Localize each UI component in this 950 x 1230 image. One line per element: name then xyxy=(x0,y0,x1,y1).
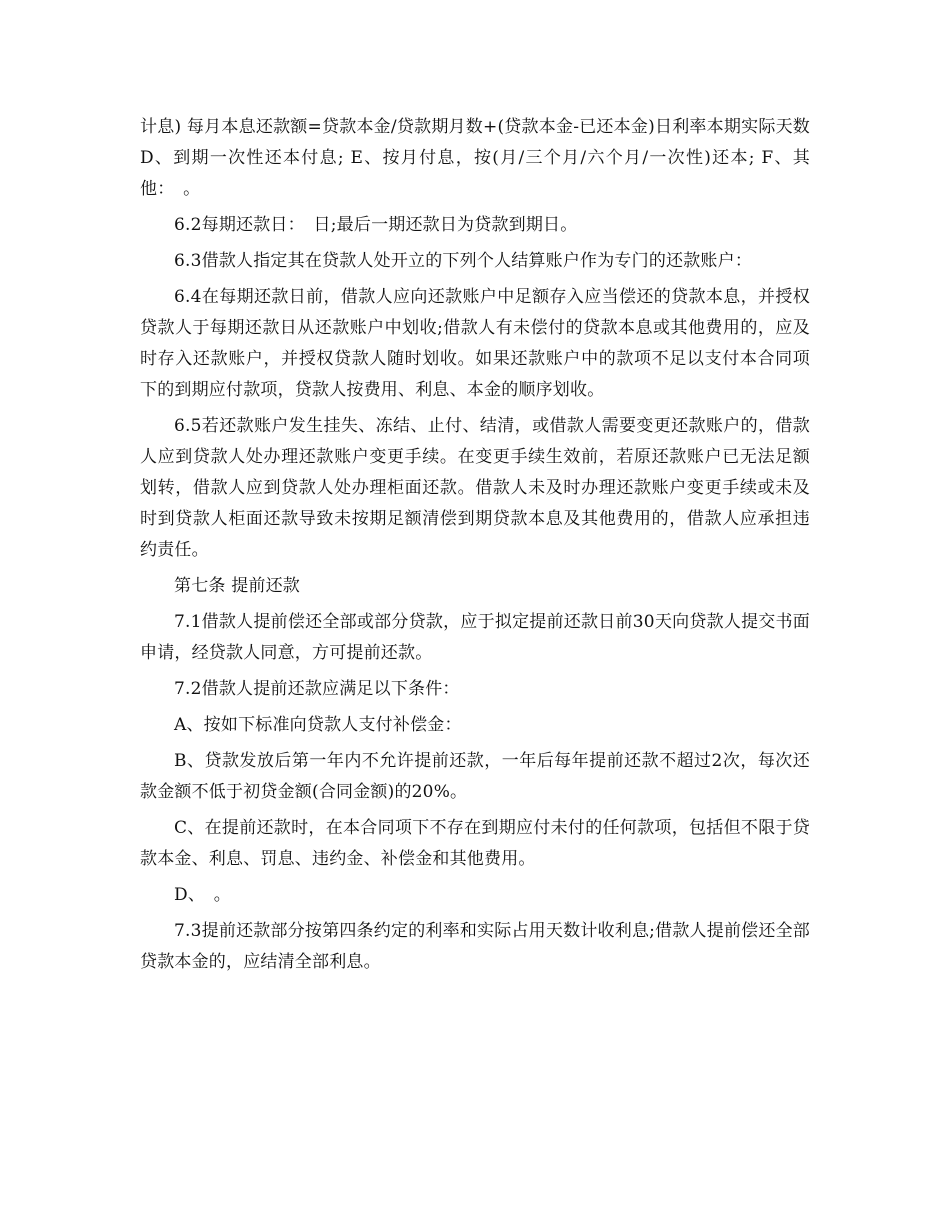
paragraph-5: 6.5若还款账户发生挂失、冻结、止付、结清，或借款人需要变更还款账户的，借款人应到贷款人处办理还款账户变更手续。在变更手续生效前，若原还款账户已无法足额划转，借款人应到贷款人处办理柜面还款。借款人未及时办理还款账户变更手续或未及时到贷款人柜面还款导致未按期足额清偿到期贷款本息及其他费用的，借款人应承担违约责任。 xyxy=(140,416,810,560)
paragraph-2: 6.2每期还款日： 日;最后一期还款日为贷款到期日。 xyxy=(174,215,578,235)
paragraph-13: 7.3提前还款部分按第四条约定的利率和实际占用天数计收利息;借款人提前偿还全部贷款本金的，应结清全部利息。 xyxy=(140,921,810,972)
paragraph-10: B、贷款发放后第一年内不允许提前还款，一年后每年提前还款不超过2次，每次还款金额不低于初贷金额(合同金额)的20%。 xyxy=(140,751,810,802)
paragraph-8: 7.2借款人提前还款应满足以下条件： xyxy=(174,679,460,699)
paragraph-1: 计息) 每月本息还款额=贷款本金/贷款期月数+(贷款本金-已还本金)日利率本期实际天数D、到期一次性还本付息; E、按月付息，按(月/三个月/六个月/一次性)还本; F、其他： 。 xyxy=(140,117,810,199)
paragraph-7: 7.1借款人提前偿还全部或部分贷款，应于拟定提前还款日前30天向贷款人提交书面申请，经贷款人同意，方可提前还款。 xyxy=(140,612,810,663)
paragraph-12: D、 。 xyxy=(174,885,231,905)
paragraph-3: 6.3借款人指定其在贷款人处开立的下列个人结算账户作为专门的还款账户： xyxy=(174,251,753,271)
document-body xyxy=(140,112,810,983)
paragraph-11: C、在提前还款时，在本合同项下不存在到期应付未付的任何款项，包括但不限于贷款本金、利息、罚息、违约金、补偿金和其他费用。 xyxy=(140,818,810,869)
paragraph-9: A、按如下标准向贷款人支付补偿金： xyxy=(174,715,462,735)
section-heading: 第七条 提前还款 xyxy=(174,576,301,596)
paragraph-4: 6.4在每期还款日前，借款人应向还款账户中足额存入应当偿还的贷款本息，并授权贷款人于每期还款日从还款账户中划收;借款人有未偿付的贷款本息或其他费用的，应及时存入还款账户，并授权贷款人随时划收。如果还款账户中的款项不足以支付本合同项下的到期应付款项，贷款人按费用、利息、本金的顺序划收。 xyxy=(140,287,810,400)
